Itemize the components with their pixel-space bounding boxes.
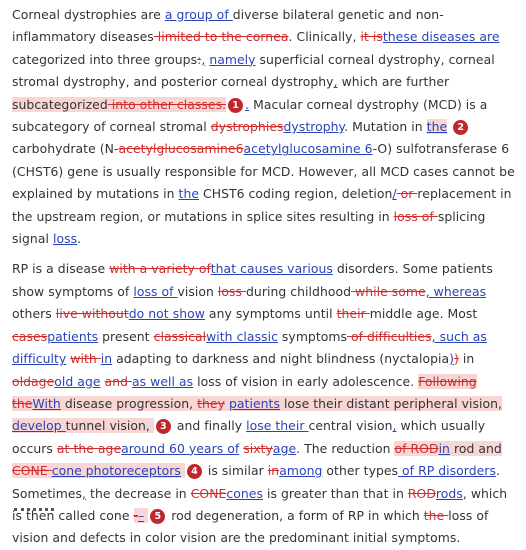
text-run: and finally [172, 418, 247, 434]
inserted-text[interactable]: age [272, 440, 297, 456]
inserted-text[interactable]: , [82, 485, 87, 501]
inserted-text[interactable]: acetylglucosamine 6 [243, 141, 373, 157]
deleted-text[interactable]: loss [217, 283, 247, 299]
inserted-text[interactable]: a group of [164, 7, 233, 22]
inserted-text[interactable]: , whereas [425, 283, 487, 299]
text-run: the decrease in [86, 485, 191, 501]
text-run: adapting to darkness and night blindness (nyctalopia [112, 351, 450, 367]
inserted-text[interactable]: the [178, 186, 200, 202]
text-run: symptoms [277, 328, 348, 344]
text-run: present [98, 328, 154, 344]
text-run [447, 119, 451, 134]
paragraph-corneal-dystrophy [12, 4, 518, 250]
deleted-text[interactable]: ROD [407, 485, 436, 501]
text-run: superficial corneal dystrophy, corneal stromal dystrophy, and posterior corneal dystrophy [12, 51, 495, 90]
highlighted-text: subcategorized [12, 96, 108, 112]
highlighted-text: rod and [449, 440, 502, 456]
inserted-text[interactable]: , [392, 418, 397, 434]
text-run: . [77, 231, 82, 247]
paragraph-retinitis-pigmentosa [12, 258, 518, 549]
inserted-text[interactable]: among [279, 463, 323, 479]
deleted-text[interactable]: it is [360, 29, 383, 45]
text-run: other types [322, 463, 399, 479]
text-run: . Clinically, [288, 29, 361, 45]
deleted-text[interactable]: loss of [393, 208, 438, 224]
comment-marker-badge[interactable]: 5 [150, 509, 165, 524]
inserted-text[interactable]: loss [52, 231, 78, 247]
deleted-text[interactable]: limited to the cornea [153, 29, 289, 45]
text-run: diverse bilateral genetic and non-inflammatory diseases [12, 7, 444, 45]
comment-marker-badge[interactable]: 4 [187, 464, 202, 479]
highlighted-text [144, 508, 148, 523]
deleted-text[interactable]: with [70, 351, 101, 367]
inserted-text[interactable]: namely [209, 51, 256, 67]
text-run: which usually occurs [12, 418, 486, 456]
text-run: which are further [337, 74, 450, 90]
inserted-text[interactable]: that causes various [210, 261, 333, 277]
inserted-text[interactable]: , such as difficulty [12, 328, 487, 367]
highlighted-text: disease progression, [60, 395, 198, 411]
deleted-text[interactable]: or [396, 186, 418, 202]
deleted-text[interactable]: and [104, 373, 132, 389]
highlighted-text: tunnel vision, [65, 418, 154, 434]
inserted-text[interactable]: old age [54, 373, 101, 389]
text-run: disorders. Some patients show symptoms of [12, 261, 493, 299]
deleted-text[interactable]: live without [55, 306, 129, 322]
text-run: . Mutation in [344, 119, 427, 135]
text-run: is greater than that in [262, 485, 408, 501]
highlighted-deleted-text[interactable]: - [133, 507, 139, 523]
inserted-text[interactable]: dystrophy [283, 119, 345, 135]
highlighted-inserted-text[interactable]: cone photoreceptors [51, 463, 181, 479]
text-run: in [458, 351, 475, 367]
text-run: carbohydrate (N- [12, 141, 119, 157]
text-run: Corneal dystrophies are [12, 7, 165, 22]
highlighted-inserted-text[interactable]: the [426, 119, 448, 135]
deleted-text[interactable]: CONE [190, 485, 227, 501]
deleted-text[interactable]: of difficulties [347, 328, 432, 344]
text-run: is similar [203, 463, 268, 479]
text-run: loss of vision in early adolescence. [193, 373, 419, 389]
inserted-text[interactable]: as well as [132, 373, 194, 389]
inserted-text[interactable]: these diseases are [382, 29, 500, 45]
highlighted-inserted-text[interactable]: – [138, 507, 145, 523]
text-run: categorized into three groups [12, 51, 198, 67]
highlighted-text [181, 463, 185, 478]
inserted-text[interactable]: , [333, 74, 338, 90]
highlighted-inserted-text[interactable]: in [438, 440, 450, 456]
deleted-text[interactable]: their [336, 306, 370, 322]
text-run: splicing signal [12, 208, 486, 247]
text-run: any symptoms until [204, 306, 337, 322]
inserted-text[interactable]: loss of [133, 283, 178, 299]
inserted-text[interactable]: with classic [206, 328, 278, 344]
text-run: , which is then called cone [12, 485, 508, 523]
inserted-text[interactable]: rods [435, 485, 463, 501]
deleted-text[interactable]: oldage [12, 373, 55, 389]
deleted-text[interactable]: sixty [243, 440, 273, 456]
deleted-text[interactable]: while some [351, 283, 426, 299]
text-run: during childhood [246, 283, 352, 299]
deleted-text[interactable]: ) [454, 351, 459, 367]
highlighted-text: lose their distant peripheral vision, [279, 395, 502, 411]
deleted-text[interactable]: cases [12, 328, 48, 344]
inserted-text[interactable]: of RP disorders [398, 463, 496, 479]
text-run: . The reduction [296, 440, 395, 456]
inserted-text[interactable]: patients [47, 328, 99, 344]
highlighted-inserted-text[interactable]: With [32, 395, 61, 411]
text-run: central vision [308, 418, 393, 434]
inserted-text[interactable]: , [201, 51, 206, 67]
text-run: RP is a disease [12, 261, 110, 277]
deleted-text[interactable]: the [423, 507, 449, 523]
text-run: Macular corneal dystrophy (MCD) is a subcategory of corneal stromal [12, 96, 488, 135]
text-run: -O) sulfotransferase 6 (CHST6) gene is usually responsible for MCD. However, all MCD cases cannot be explained by mutations in [12, 141, 515, 202]
inserted-text[interactable]: / [392, 186, 397, 202]
highlighted-deleted-text[interactable]: CONE [12, 463, 52, 479]
inserted-text[interactable]: . [245, 96, 250, 112]
highlighted-deleted-text[interactable]: of ROD [394, 440, 439, 456]
highlighted-inserted-text[interactable]: develop [12, 418, 66, 434]
deleted-text[interactable]: in [267, 463, 280, 479]
text-run: vision [177, 283, 218, 299]
inserted-text[interactable]: do not show [128, 306, 205, 322]
text-run: rod degeneration, a form of RP in which [167, 507, 424, 523]
text-run: . Sometimes [12, 463, 500, 501]
text-run: replacement in the upstream region, or mutations in splice sites resulting in [12, 186, 512, 224]
highlighted-inserted-text[interactable]: patients [229, 395, 280, 411]
deleted-text[interactable]: classical [153, 328, 207, 344]
inserted-text[interactable]: around 60 years of [121, 440, 240, 456]
comment-marker-badge[interactable]: 3 [156, 419, 171, 434]
highlighted-deleted-text[interactable]: they [197, 395, 225, 411]
inserted-text[interactable]: in [100, 351, 113, 367]
comment-marker-badge[interactable]: 1 [228, 98, 243, 113]
inserted-text[interactable]: ) [449, 351, 455, 367]
inserted-text[interactable]: cones [226, 485, 263, 501]
text-run: CHST6 coding region, deletion [199, 186, 393, 202]
highlighted-deleted-text[interactable]: into other classes. [107, 96, 227, 112]
text-run: others [12, 306, 56, 322]
text-run: middle age. Most [369, 306, 478, 322]
highlighted-deleted-text[interactable]: Following the [12, 373, 477, 411]
deleted-text[interactable]: acetylglucosamine6 [118, 141, 244, 157]
deleted-text[interactable]: : [197, 51, 202, 67]
deleted-text[interactable]: with a variety of [109, 261, 211, 277]
inserted-text[interactable]: lose their [246, 418, 309, 434]
deleted-text[interactable]: dystrophies [210, 119, 284, 135]
comment-marker-badge[interactable]: 2 [453, 120, 468, 135]
text-run: loss of vision and defects in color vision are the predominant initial symptoms. [12, 507, 489, 546]
deleted-text[interactable]: at the age [56, 440, 122, 456]
